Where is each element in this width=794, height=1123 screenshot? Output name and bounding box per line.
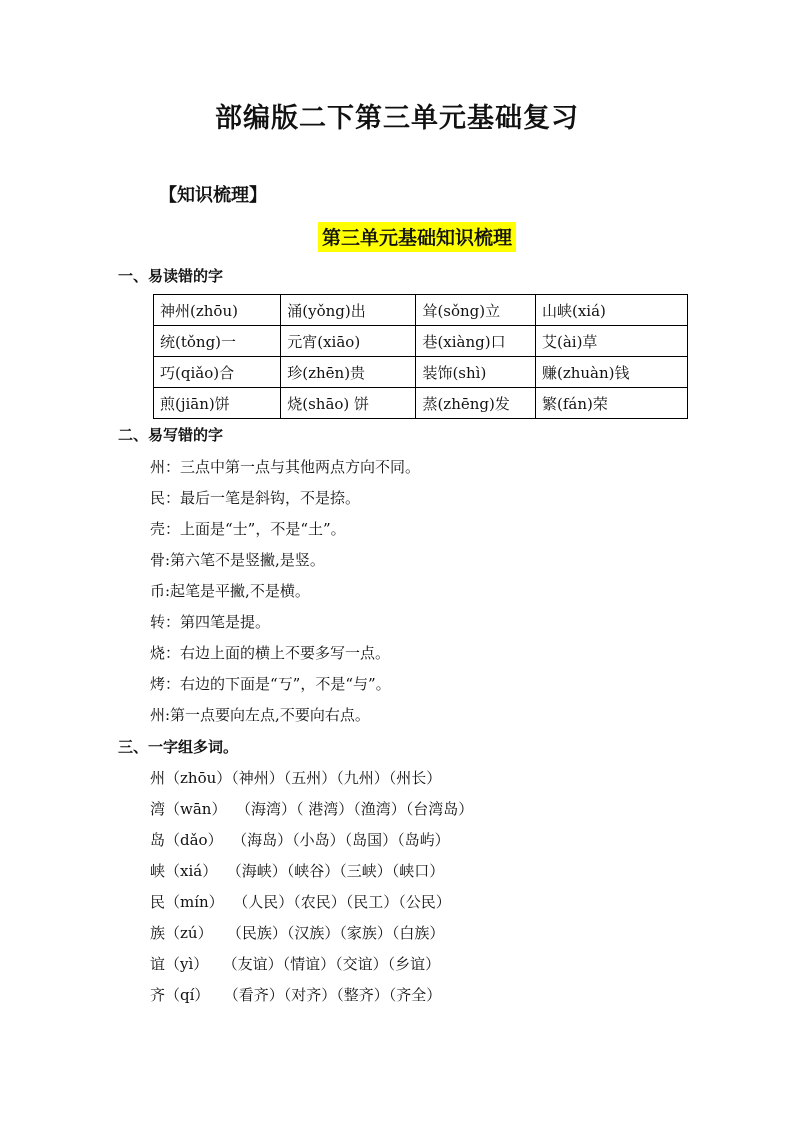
list-item: 骨:第六笔不是竖撇,是竖。 — [150, 551, 325, 569]
table-cell: 煎(jiān)饼 — [154, 388, 281, 419]
table-row — [154, 326, 688, 357]
section-heading-3: 三、一字组多词。 — [118, 738, 239, 756]
knowledge-label: 【知识梳理】 — [159, 185, 267, 206]
list-item: 族（zú） （民族）（汉族）（家族）（白族） — [150, 924, 445, 942]
list-item: 烧：右边上面的横上不要多写一点。 — [150, 644, 391, 662]
section-heading-2: 二、易写错的字 — [118, 426, 224, 444]
table-cell: 珍(zhēn)贵 — [281, 357, 416, 388]
list-item: 转：第四笔是提。 — [150, 613, 271, 631]
table-row — [154, 295, 688, 326]
list-item: 州（zhōu）（神州）（五州）（九州）（州长） — [150, 769, 442, 787]
list-item: 岛（dǎo） （海岛）（小岛）（岛国）（岛屿） — [150, 831, 450, 849]
list-item: 齐（qí） （看齐）（对齐）（整齐）（齐全） — [150, 986, 442, 1004]
table-row — [154, 357, 688, 388]
table-cell: 艾(ài)草 — [535, 326, 687, 357]
table-cell: 蒸(zhēng)发 — [416, 388, 536, 419]
table-cell: 统(tǒng)一 — [154, 326, 281, 357]
list-item: 烤：右边的下面是“丂”，不是“与”。 — [150, 675, 391, 693]
table-cell: 繁(fán)荣 — [535, 388, 687, 419]
table-cell: 巧(qiǎo)合 — [154, 357, 281, 388]
subtitle-wrap — [0, 222, 794, 252]
table-cell: 耸(sǒng)立 — [416, 295, 536, 326]
list-item: 州：三点中第一点与其他两点方向不同。 — [150, 458, 421, 476]
list-item: 峡（xiá） （海峡）（峡谷）（三峡）（峡口） — [150, 862, 445, 880]
pinyin-table — [153, 294, 688, 419]
list-item: 民：最后一笔是斜钩，不是捺。 — [150, 489, 361, 507]
table-cell: 涌(yǒng)出 — [281, 295, 416, 326]
list-item: 州:第一点要向左点,不要向右点。 — [150, 706, 370, 724]
table-cell: 巷(xiàng)口 — [416, 326, 536, 357]
table-cell: 神州(zhōu) — [154, 295, 281, 326]
table-row — [154, 388, 688, 419]
table-cell: 赚(zhuàn)钱 — [535, 357, 687, 388]
list-item: 湾（wān） （海湾）（ 港湾）（渔湾）（台湾岛） — [150, 800, 474, 818]
list-item: 壳：上面是“士”，不是“土”。 — [150, 520, 346, 538]
table-cell: 烧(shāo) 饼 — [281, 388, 416, 419]
page-title: 部编版二下第三单元基础复习 — [215, 103, 579, 134]
table-cell: 山峡(xiá) — [535, 295, 687, 326]
section-heading-1: 一、易读错的字 — [118, 267, 224, 285]
table-cell: 装饰(shì) — [416, 357, 536, 388]
subtitle-highlight: 第三单元基础知识梳理 — [318, 222, 516, 252]
list-item: 币:起笔是平撇,不是横。 — [150, 582, 310, 600]
list-item: 谊（yì） （友谊）（情谊）（交谊）（乡谊） — [150, 955, 441, 973]
list-item: 民（mín） （人民）（农民）（民工）（公民） — [150, 893, 451, 911]
table-cell: 元宵(xiāo) — [281, 326, 416, 357]
